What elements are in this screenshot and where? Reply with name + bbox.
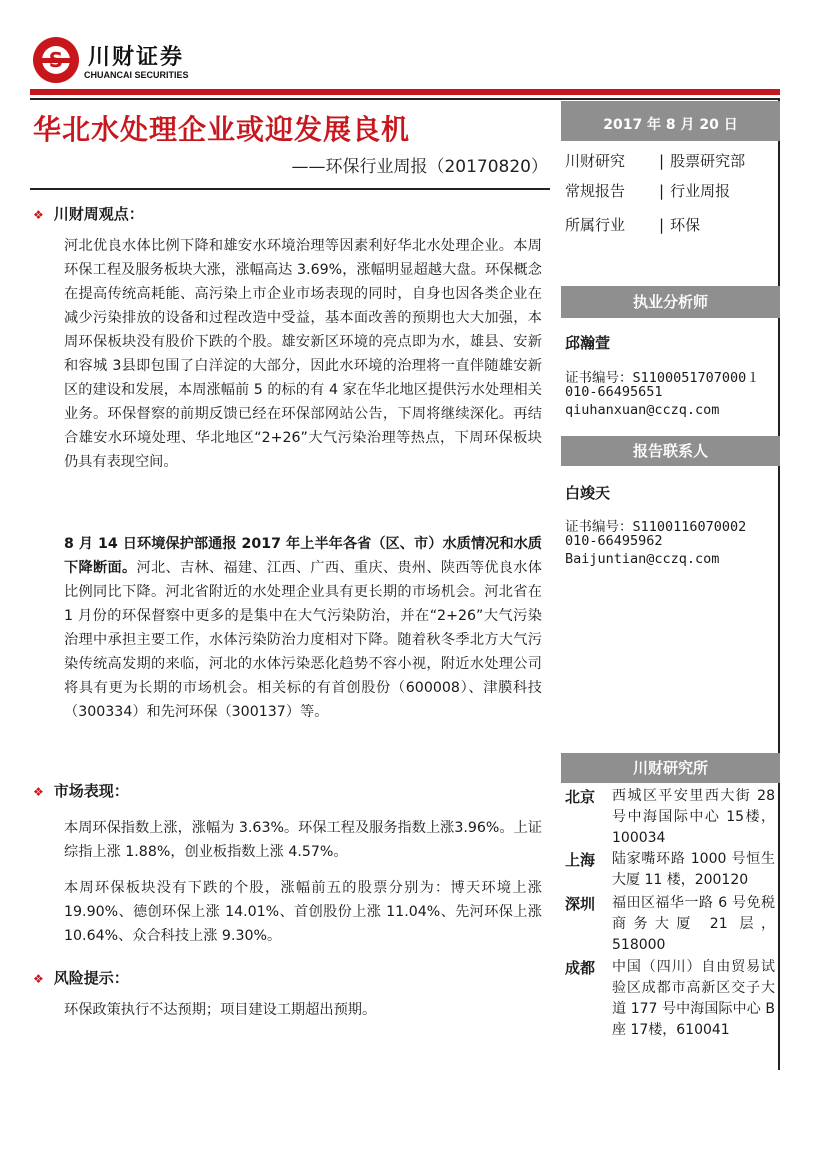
market-paragraph-2: 本周环保板块没有下跌的个股，涨幅前五的股票分别为：博天环境上涨 19.90%、德创环保上涨 14.01%、首创股份上涨 11.04%、先河环保上涨 10.64%、众合科技上涨 9.30%。	[64, 880, 542, 944]
meta-row-report-type	[565, 180, 731, 201]
analyst-header: 执业分析师	[561, 286, 780, 318]
company-logo-icon	[33, 37, 79, 83]
brand-name-en: CHUANCAI SECURITIES	[84, 70, 189, 80]
title-divider	[30, 188, 550, 190]
meta-row-research	[565, 150, 746, 171]
office-city: 深圳	[565, 895, 596, 913]
section-heading-risk: ❖ 风险提示：	[33, 969, 129, 987]
view-paragraph-2-lead: 8 月 14 日环境保护部通报 2017 年上半年各省（区、市）水质情况和水质下降断面。	[64, 536, 542, 576]
section-heading-view: ❖ 川财周观点：	[33, 205, 144, 223]
report-title: 华北水处理企业或迎发展良机	[33, 113, 411, 146]
office-address: 福田区福华一路 6 号免税商务大厦 21 层，518000	[612, 895, 775, 953]
analyst-email[interactable]: qiuhanxuan@cczq.com	[565, 402, 720, 418]
brand-name-cn: 川财证券	[88, 45, 185, 70]
meta-label: 所属行业	[565, 216, 626, 234]
meta-value: | 股票研究部	[659, 150, 745, 171]
meta-row-industry	[565, 214, 701, 235]
diamond-bullet-icon: ❖	[33, 208, 44, 222]
contact-email[interactable]: Baijuntian@cczq.com	[565, 551, 720, 567]
header-divider-red	[30, 89, 780, 95]
report-subtitle: ——环保行业周报（20170820）	[291, 157, 548, 177]
analyst-cert: 证书编号：S1100051707000１	[565, 370, 760, 386]
market-paragraph-1: 本周环保指数上涨，涨幅为 3.63%。环保工程及服务指数上涨3.96%。上证综指上涨 1.88%，创业板指数上涨 4.57%。	[64, 820, 542, 860]
office-address: 西城区平安里西大街 28 号中海国际中心 15楼，100034	[612, 788, 775, 846]
contact-phone: 010-66495962	[565, 533, 663, 549]
meta-label: 常规报告	[565, 182, 626, 200]
diamond-bullet-icon: ❖	[33, 785, 44, 799]
contact-cert: 证书编号：S1100116070002	[565, 519, 747, 535]
view-paragraph-1: 河北优良水体比例下降和雄安水环境治理等因素利好华北水处理企业。本周环保工程及服务板块大涨，涨幅高达 3.69%，涨幅明显超越大盘。环保概念在提高传统高耗能、高污染上市企业市场表现的同时，自身也因各类企业在减少污染排放的设备和过程改造中受益，基本面改善的预期也大大加强，本周环保板块没有股价下跌的个股。雄安新区环境的亮点即为水，雄县、安新和容城 3县即包围了白洋淀的大部分，因此水环境的治理将一直伴随雄安新区的建设和发展，本周涨幅前 5 的标的有 4 家在华北地区提供污水处理相关业务。环保督察的前期反馈已经在环保部网站公告，下周将继续深化。再结合雄安水环境处理、华北地区“2+26”大气污染治理等热点，下周环保板块仍具有表现空间。	[64, 238, 542, 470]
office-city: 成都	[565, 959, 596, 977]
contact-name: 白竣天	[565, 484, 611, 502]
diamond-bullet-icon: ❖	[33, 972, 44, 986]
logo-glyph: S	[48, 48, 64, 72]
office-city: 上海	[565, 851, 596, 869]
office-address: 陆家嘴环路 1000 号恒生大厦 11 楼，200120	[612, 851, 775, 888]
meta-value: | 环保	[659, 214, 700, 235]
contact-header: 报告联系人	[561, 436, 780, 466]
meta-label: 川财研究	[565, 152, 626, 170]
risk-paragraph: 环保政策执行不达预期；项目建设工期超出预期。	[64, 1002, 377, 1018]
analyst-phone: 010-66495651	[565, 384, 663, 400]
header-divider-black	[30, 98, 780, 100]
section-heading-market: ❖ 市场表现：	[33, 782, 129, 800]
view-paragraph-2	[64, 532, 542, 724]
view-paragraph-2-body: 河北、吉林、福建、江西、广西、重庆、贵州、陕西等优良水体比例同比下降。河北省附近的水处理企业具有更长期的市场机会。河北省在 1 月份的环保督察中更多的是集中在大气污染防治，并在“2+26”大气污染治理中承担主要工作，水体污染防治力度相对下降。随着秋冬季北方大气污染传统高发期的来临，河北的水体污染恶化趋势不容小视，附近水处理公司将具有更为长期的市场机会。相关标的有首创股份（600008）、津膜科技（300334）和先河环保（300137）等。	[64, 560, 542, 720]
office-address: 中国（四川）自由贸易试验区成都市高新区交子大道 177 号中海国际中心 B 座 17楼，610041	[612, 959, 775, 1038]
sidebar-border	[778, 100, 780, 1070]
institute-header: 川财研究所	[561, 753, 780, 783]
report-date: 2017 年 8 月 20 日	[561, 101, 780, 141]
office-city: 北京	[565, 788, 596, 806]
meta-value: | 行业周报	[659, 180, 730, 201]
analyst-name: 邱瀚萱	[565, 334, 611, 352]
